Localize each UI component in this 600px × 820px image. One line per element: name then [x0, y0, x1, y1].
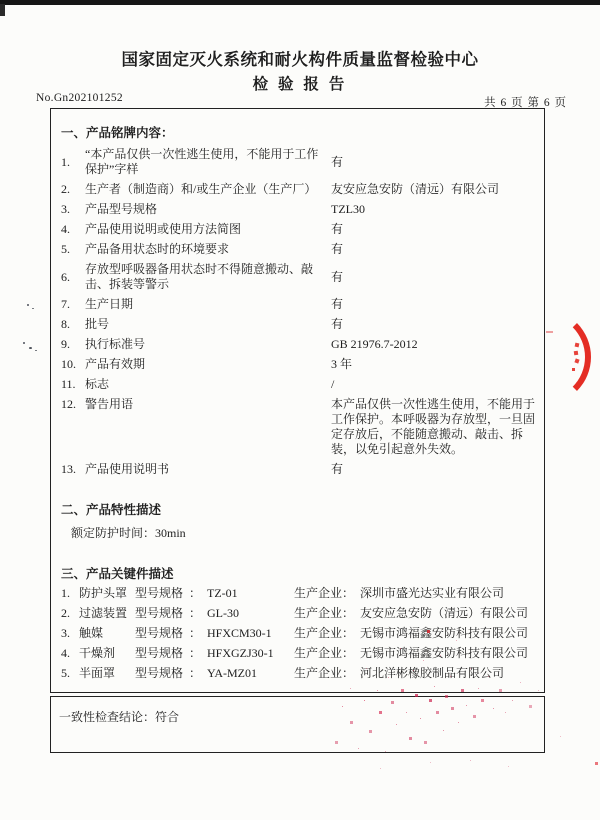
item-label: “本产品仅供一次性逃生使用，不能用于工作保护”字样	[85, 147, 319, 176]
item-number: 11.	[61, 377, 76, 391]
table-row	[61, 202, 538, 217]
red-seal-text-mark	[575, 343, 580, 348]
table-row	[61, 462, 538, 477]
spec-label: 型号规格	[135, 626, 184, 640]
report-title: 检 验 报 告	[252, 76, 348, 93]
item-label: 存放型呼吸器备用状态时不得随意搬动、敲击、拆装等警示	[85, 262, 314, 291]
key-component-items	[61, 586, 538, 681]
section2-heading: 二、产品特性描述	[61, 503, 162, 517]
ink-dot	[27, 304, 29, 306]
table-row	[61, 147, 538, 177]
table-row	[61, 182, 538, 197]
table-row	[61, 666, 538, 681]
manufacturer-label: 生产企业：	[294, 586, 355, 600]
spec-colon: ：	[189, 606, 202, 620]
item-label: 产品备用状态时的环境要求	[85, 242, 230, 256]
table-row	[61, 606, 538, 621]
table-row	[61, 626, 538, 641]
manufacturer-label: 生产企业：	[294, 666, 355, 680]
manufacturer-label: 生产企业：	[294, 646, 355, 660]
item-number: 2.	[61, 182, 70, 196]
item-number: 8.	[61, 317, 70, 331]
scan-edge-artifact	[0, 0, 600, 5]
manufacturer-name: 无锡市鸿福鑫安防科技有限公司	[360, 646, 529, 660]
pink-ink-speckles	[0, 0, 1, 1]
component-model: GL-30	[207, 606, 239, 620]
item-value: /	[331, 377, 335, 391]
spec-label: 型号规格	[135, 666, 184, 680]
item-value: 有	[331, 269, 344, 284]
table-row	[61, 317, 538, 332]
item-number: 2.	[61, 606, 70, 620]
item-number: 5.	[61, 666, 70, 680]
item-label: 生产日期	[85, 297, 134, 311]
table-row	[61, 337, 538, 352]
table-row	[61, 242, 538, 257]
item-number: 1.	[61, 586, 70, 600]
component-name: 防护头罩	[79, 586, 128, 600]
nameplate-items	[61, 147, 538, 477]
item-number: 5.	[61, 242, 70, 256]
ink-dot	[29, 347, 32, 349]
item-number: 13.	[61, 462, 76, 476]
item-value: 有	[331, 154, 344, 169]
ink-dot	[23, 342, 25, 344]
report-main-box	[50, 108, 545, 693]
spec-colon: ：	[189, 586, 202, 600]
conclusion-box	[50, 696, 545, 753]
item-label: 执行标准号	[85, 337, 146, 351]
item-value: 有	[331, 297, 344, 311]
item-number: 4.	[61, 646, 70, 660]
manufacturer-name: 深圳市盛光达实业有限公司	[360, 586, 505, 600]
red-seal-text-mark	[572, 368, 575, 371]
rated-protection-time: 额定防护时间：30min	[71, 526, 186, 540]
scan-corner-artifact	[0, 4, 5, 16]
spec-colon: ：	[189, 666, 202, 680]
table-row	[61, 297, 538, 312]
item-value: 友安应急安防（清远）有限公司	[331, 182, 500, 196]
item-number: 1.	[61, 154, 70, 169]
manufacturer-label: 生产企业：	[294, 626, 355, 640]
conformity-conclusion: 一致性检查结论：符合	[59, 710, 180, 724]
manufacturer-name: 无锡市鸿福鑫安防科技有限公司	[360, 626, 529, 640]
manufacturer-name: 河北洋彬橡胶制品有限公司	[360, 666, 505, 680]
manufacturer-label: 生产企业：	[294, 606, 355, 620]
org-title: 国家固定灭火系统和耐火构件质量监督检验中心	[121, 50, 479, 69]
component-model: YA-MZ01	[207, 666, 257, 680]
item-value: GB 21976.7-2012	[331, 337, 418, 351]
section3-heading: 三、产品关键件描述	[61, 567, 174, 581]
table-row	[61, 377, 538, 392]
item-label: 生产者（制造商）和/或生产企业（生产厂）	[85, 182, 317, 196]
item-label: 标志	[85, 377, 110, 391]
spec-label: 型号规格	[135, 646, 184, 660]
spec-colon: ：	[189, 646, 202, 660]
section1-heading: 一、产品铭牌内容：	[61, 126, 174, 140]
item-number: 3.	[61, 202, 70, 216]
table-row	[61, 586, 538, 601]
table-row	[61, 397, 538, 457]
item-number: 7.	[61, 297, 70, 311]
component-name: 干燥剂	[79, 646, 116, 660]
red-ink-dash	[546, 331, 553, 333]
table-row	[61, 222, 538, 237]
component-name: 触媒	[79, 626, 104, 640]
table-row	[61, 357, 538, 372]
item-label: 批号	[85, 317, 110, 331]
item-value: 有	[331, 317, 344, 331]
item-label: 产品有效期	[85, 357, 146, 371]
ink-dot	[32, 308, 34, 309]
component-name: 半面罩	[79, 666, 116, 680]
spec-label: 型号规格	[135, 586, 184, 600]
red-seal-text-mark	[574, 351, 579, 356]
item-label: 产品使用说明或使用方法简图	[85, 222, 242, 236]
item-label: 警告用语	[85, 397, 134, 411]
item-number: 4.	[61, 222, 70, 236]
item-label: 产品使用说明书	[85, 462, 170, 476]
component-model: TZ-01	[207, 586, 238, 600]
item-value: 3 年	[331, 357, 353, 371]
red-seal-fragment	[495, 309, 591, 405]
item-value: 有	[331, 222, 344, 236]
item-value: 本产品仅供一次性逃生使用，不能用于工作保护。本呼吸器为存放型，一旦固定存放后，不能随意搬动、敲击、拆装，以免引起意外失效。	[331, 397, 536, 456]
page-count: 共 6 页 第 6 页	[484, 97, 567, 109]
spec-colon: ：	[189, 626, 202, 640]
table-row	[61, 646, 538, 661]
spec-label: 型号规格	[135, 606, 184, 620]
item-number: 10.	[61, 357, 76, 371]
component-name: 过滤装置	[79, 606, 128, 620]
manufacturer-name: 友安应急安防（清远）有限公司	[360, 606, 529, 620]
item-value: 有	[331, 242, 344, 256]
item-number: 6.	[61, 269, 70, 284]
item-number: 3.	[61, 626, 70, 640]
item-value: TZL30	[331, 202, 365, 216]
item-value: 有	[331, 462, 344, 476]
item-number: 12.	[61, 397, 76, 411]
component-model: HFXGZJ30-1	[207, 646, 274, 660]
item-label: 产品型号规格	[85, 202, 158, 216]
ink-dot	[35, 350, 37, 351]
item-number: 9.	[61, 337, 70, 351]
report-number: No.Gn202101252	[36, 92, 123, 104]
table-row	[61, 262, 538, 292]
component-model: HFXCM30-1	[207, 626, 272, 640]
